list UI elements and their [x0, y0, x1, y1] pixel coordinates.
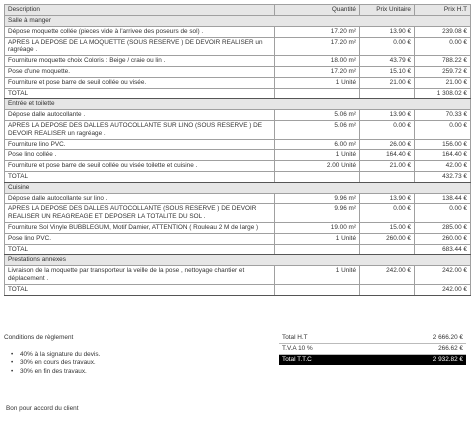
table-row — [5, 66, 471, 77]
section-total-row — [5, 244, 471, 255]
item-description: Dépose moquette collée (pieces vide à l'arrivee des poseurs de sol) . — [5, 26, 275, 37]
empty-cell — [275, 88, 360, 99]
section-title: Prestations annexes — [5, 255, 471, 266]
payment-condition-item: • 30% en cours des travaux. — [20, 359, 100, 367]
section-header-row — [5, 99, 471, 110]
item-unit-price: 43.79 € — [360, 56, 415, 67]
payment-condition-item: • 40% à la signature du devis. — [20, 351, 100, 359]
item-price-ht: 21.00 € — [415, 77, 471, 88]
item-quantity: 9.96 m² — [275, 204, 360, 223]
item-description: Fourniture et pose barre de seuil collée ou visée toilette et cuisine . — [5, 161, 275, 172]
section-total-row — [5, 171, 471, 182]
item-description: APRES LA DEPOSE DE LA MOQUETTE (SOUS RESERVE ) DE DEVOIR REALISER un ragréage . — [5, 37, 275, 56]
item-quantity: 1 Unité — [275, 233, 360, 244]
item-description: Pose lino PVC. — [5, 233, 275, 244]
quote-body — [5, 16, 471, 296]
item-description: Fourniture Sol Vinyle BUBBLEGUM, Motif Damier, ATTENTION ( Rouleau 2 M de large ) — [5, 222, 275, 233]
total-ht-label: Total H.T — [279, 333, 373, 344]
item-price-ht: 156.00 € — [415, 139, 471, 150]
item-quantity: 1 Unité — [275, 266, 360, 285]
item-unit-price: 242.00 € — [360, 266, 415, 285]
item-unit-price: 260.00 € — [360, 233, 415, 244]
table-row — [5, 233, 471, 244]
section-total-label: TOTAL — [5, 284, 275, 295]
item-unit-price: 13.90 € — [360, 110, 415, 121]
item-unit-price: 0.00 € — [360, 204, 415, 223]
quote-page — [4, 4, 470, 296]
table-row — [5, 193, 471, 204]
tva-amount: 266.62 € — [373, 344, 466, 355]
section-header-row — [5, 255, 471, 266]
item-description: Fourniture moquette choix Coloris : Beige / craie ou lin . — [5, 56, 275, 67]
table-row — [5, 110, 471, 121]
table-row — [5, 77, 471, 88]
table-row — [5, 120, 471, 139]
total-ht-row — [279, 333, 466, 344]
table-row — [5, 56, 471, 67]
item-price-ht: 164.40 € — [415, 150, 471, 161]
payment-condition-item: • 30% en fin des travaux. — [20, 368, 100, 376]
item-description: Dépose dalle autocollante sur lino . — [5, 193, 275, 204]
item-quantity: 1 Unité — [275, 150, 360, 161]
quote-table — [4, 4, 471, 296]
item-description: APRES LA DEPOSE DES DALLES AUTOCOLLANTE SUR LINO (SOUS RESERVE ) DE DEVOIR REALISER un ragréage . — [5, 120, 275, 139]
item-quantity: 19.00 m² — [275, 222, 360, 233]
item-price-ht: 0.00 € — [415, 37, 471, 56]
section-total-label: TOTAL — [5, 244, 275, 255]
item-price-ht: 260.00 € — [415, 233, 471, 244]
header-unit-price: Prix Unitaire — [360, 5, 415, 16]
table-row — [5, 26, 471, 37]
item-unit-price: 26.00 € — [360, 139, 415, 150]
item-quantity: 2.00 Unité — [275, 161, 360, 172]
table-row — [5, 37, 471, 56]
item-price-ht: 0.00 € — [415, 204, 471, 223]
item-quantity: 1 Unité — [275, 77, 360, 88]
item-price-ht: 42.00 € — [415, 161, 471, 172]
header-quantity: Quantité — [275, 5, 360, 16]
payment-conditions-list — [20, 351, 100, 376]
section-header-row — [5, 16, 471, 27]
item-quantity: 17.20 m² — [275, 37, 360, 56]
item-unit-price: 0.00 € — [360, 120, 415, 139]
item-quantity: 6.00 m² — [275, 139, 360, 150]
item-price-ht: 0.00 € — [415, 120, 471, 139]
section-total-amount: 432.73 € — [415, 171, 471, 182]
empty-cell — [275, 244, 360, 255]
item-quantity: 18.00 m² — [275, 56, 360, 67]
table-row — [5, 204, 471, 223]
empty-cell — [360, 171, 415, 182]
client-approval-text: Bon pour accord du client — [6, 405, 79, 412]
item-description: Pose d'une moquette. — [5, 66, 275, 77]
table-row — [5, 139, 471, 150]
item-unit-price: 13.90 € — [360, 26, 415, 37]
item-description: Livraison de la moquette par transporteur la veille de la pose , nettoyage chantier et déplacement . — [5, 266, 275, 285]
item-unit-price: 21.00 € — [360, 161, 415, 172]
tva-row — [279, 344, 466, 355]
total-ttc-label: Total T.T.C — [279, 355, 373, 366]
item-quantity: 17.20 m² — [275, 26, 360, 37]
section-total-label: TOTAL — [5, 88, 275, 99]
item-unit-price: 13.90 € — [360, 193, 415, 204]
empty-cell — [360, 284, 415, 295]
section-title: Cuisine — [5, 182, 471, 193]
table-row — [5, 161, 471, 172]
section-title: Entrée et toilette — [5, 99, 471, 110]
table-row — [5, 266, 471, 285]
section-header-row — [5, 182, 471, 193]
total-ht-amount: 2 666.20 € — [373, 333, 466, 344]
section-total-label: TOTAL — [5, 171, 275, 182]
item-price-ht: 285.00 € — [415, 222, 471, 233]
item-description: Dépose dalle autocollante . — [5, 110, 275, 121]
empty-cell — [275, 284, 360, 295]
item-description: APRES LA DEPOSE DES DALLES AUTOCOLLANTE (SOUS RESERVE ) DE DEVOIR REALISER UN REAGREAGE ET DEPOSER LA TOTALITE DU SOL . — [5, 204, 275, 223]
section-total-row — [5, 284, 471, 295]
table-header-row — [5, 5, 471, 16]
section-title: Salle à manger — [5, 16, 471, 27]
empty-cell — [360, 88, 415, 99]
section-total-amount: 1 308.02 € — [415, 88, 471, 99]
section-total-row — [5, 88, 471, 99]
item-quantity: 17.20 m² — [275, 66, 360, 77]
item-unit-price: 0.00 € — [360, 37, 415, 56]
item-price-ht: 138.44 € — [415, 193, 471, 204]
total-ttc-amount: 2 932.82 € — [373, 355, 466, 366]
item-unit-price: 21.00 € — [360, 77, 415, 88]
item-price-ht: 242.00 € — [415, 266, 471, 285]
item-quantity: 9.96 m² — [275, 193, 360, 204]
item-description: Pose lino collée . — [5, 150, 275, 161]
item-unit-price: 15.00 € — [360, 222, 415, 233]
item-quantity: 5.06 m² — [275, 110, 360, 121]
item-price-ht: 239.08 € — [415, 26, 471, 37]
totals-table — [279, 333, 466, 365]
empty-cell — [275, 171, 360, 182]
empty-cell — [360, 244, 415, 255]
item-price-ht: 259.72 € — [415, 66, 471, 77]
section-total-amount: 242.00 € — [415, 284, 471, 295]
item-quantity: 5.06 m² — [275, 120, 360, 139]
item-price-ht: 788.22 € — [415, 56, 471, 67]
table-row — [5, 222, 471, 233]
item-price-ht: 70.33 € — [415, 110, 471, 121]
section-total-amount: 683.44 € — [415, 244, 471, 255]
item-unit-price: 15.10 € — [360, 66, 415, 77]
total-ttc-row — [279, 355, 466, 366]
item-description: Fourniture et pose barre de seuil collée ou visée. — [5, 77, 275, 88]
header-price-ht: Prix H.T — [415, 5, 471, 16]
header-description: Description — [5, 5, 275, 16]
table-row — [5, 150, 471, 161]
tva-label: T.V.A 10 % — [279, 344, 373, 355]
item-unit-price: 164.40 € — [360, 150, 415, 161]
item-description: Fourniture lino PVC. — [5, 139, 275, 150]
payment-conditions-title: Conditions de règlement — [4, 334, 74, 341]
